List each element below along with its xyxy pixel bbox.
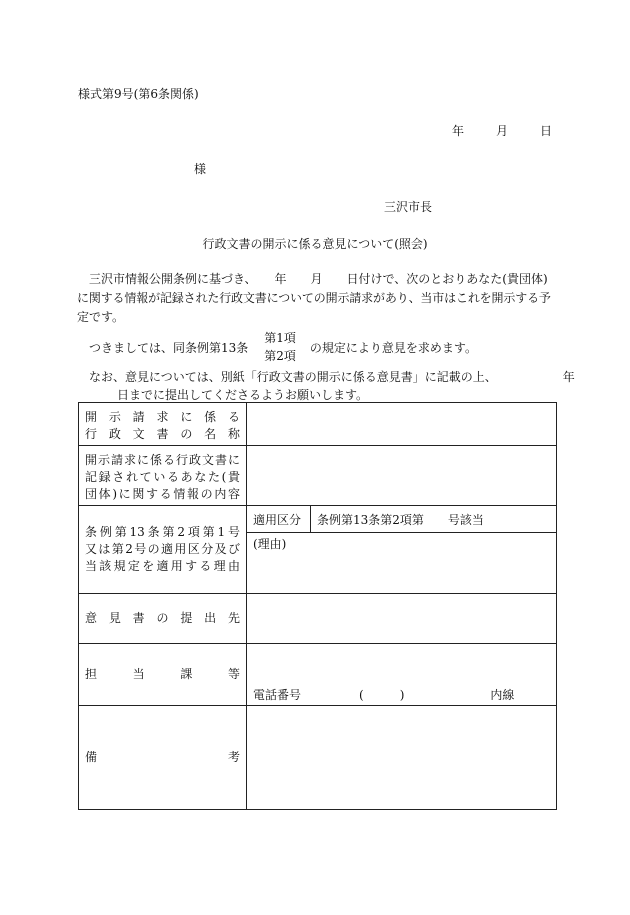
reason-field[interactable] [247, 533, 556, 554]
para3-day-line: 日までに提出してくださるようお願いします。 [117, 388, 369, 402]
table-row [79, 594, 557, 644]
para2-prefix: つきましては、同条例第13条 [89, 340, 249, 355]
body-paragraph-3 [89, 368, 575, 385]
category-value[interactable]: 条例第13条第2項第 号該当 [317, 512, 484, 527]
para2-suffix: の規定により意見を求めます。 [309, 340, 477, 355]
row3-label [79, 506, 247, 594]
item-1: 第1項 [264, 331, 296, 345]
row4-value[interactable] [247, 594, 557, 644]
row3-label-line: 条例第13条第2項第1号 [85, 525, 240, 539]
sender-name: 三沢市長 [384, 200, 433, 214]
para3-year: 年 [562, 370, 575, 384]
row1-value[interactable] [247, 403, 557, 446]
row3-value [247, 506, 557, 594]
row2-label-line: 記録されているあなた(貴 [85, 470, 240, 484]
phone-paren: ( ) [359, 688, 405, 702]
form-number: 様式第9号(第6条関係) [78, 87, 199, 101]
table-row [79, 506, 557, 594]
para1-line3: 定です。 [77, 310, 125, 324]
addressee-suffix: 様 [194, 162, 207, 176]
body-paragraph-3-cont [89, 386, 368, 403]
para1-line1: 三沢市情報公開条例に基づき、 年 月 日付けで、次のとおりあなた(貴団体) [89, 272, 548, 286]
row3-label-line: 又は第2号の適用区分及び [85, 542, 240, 556]
row2-value[interactable] [247, 446, 557, 506]
para1-line2: に関する情報が記録された行政文書についての開示請求があり、当市はこれを開示する予 [77, 291, 551, 305]
table-row [79, 706, 557, 810]
document-title: 行政文書の開示に係る意見について(照会) [202, 237, 428, 251]
date-year: 年 [452, 124, 465, 138]
para3-prefix: なお、意見については、別紙「行政文書の開示に係る意見書」に記載の上、 [89, 370, 497, 384]
reason-label: (理由) [253, 537, 287, 551]
date-day: 日 [539, 124, 552, 138]
table-row [79, 644, 557, 706]
row1-label-line: 行政文書の名称 [85, 427, 240, 441]
row1-label [79, 403, 247, 446]
date-line [452, 122, 552, 139]
item-choice [264, 329, 296, 365]
row6-label-char: 備 [85, 750, 98, 764]
body-paragraph-1 [77, 270, 561, 327]
row6-value[interactable] [247, 706, 557, 810]
category-label: 適用区分 [247, 506, 311, 532]
row6-label [79, 706, 247, 810]
table-row [79, 446, 557, 506]
row2-label [79, 446, 247, 506]
row2-label-line: 開示請求に係る行政文書に [85, 453, 240, 467]
row1-label-line: 開示請求に係る [85, 410, 240, 424]
phone-label: 電話番号 [253, 688, 302, 702]
phone-extension: 内線 [490, 688, 515, 702]
form-table [78, 402, 557, 810]
category-row [247, 506, 556, 533]
row4-label-text: 意見書の提出先 [85, 611, 240, 625]
row6-label-text [85, 749, 240, 766]
row4-label [79, 594, 247, 644]
row2-label-line: 団体)に関する情報の内容 [85, 487, 240, 501]
body-paragraph-2 [89, 329, 477, 365]
table-row [79, 403, 557, 446]
row5-label [79, 644, 247, 706]
row5-label-text: 担当課等 [85, 667, 240, 681]
date-month: 月 [495, 124, 508, 138]
row6-label-char: 考 [227, 750, 240, 764]
row3-label-line: 当該規定を適用する理由 [85, 559, 240, 573]
item-2: 第2項 [264, 349, 296, 363]
phone-line[interactable] [247, 644, 556, 705]
row5-value [247, 644, 557, 706]
